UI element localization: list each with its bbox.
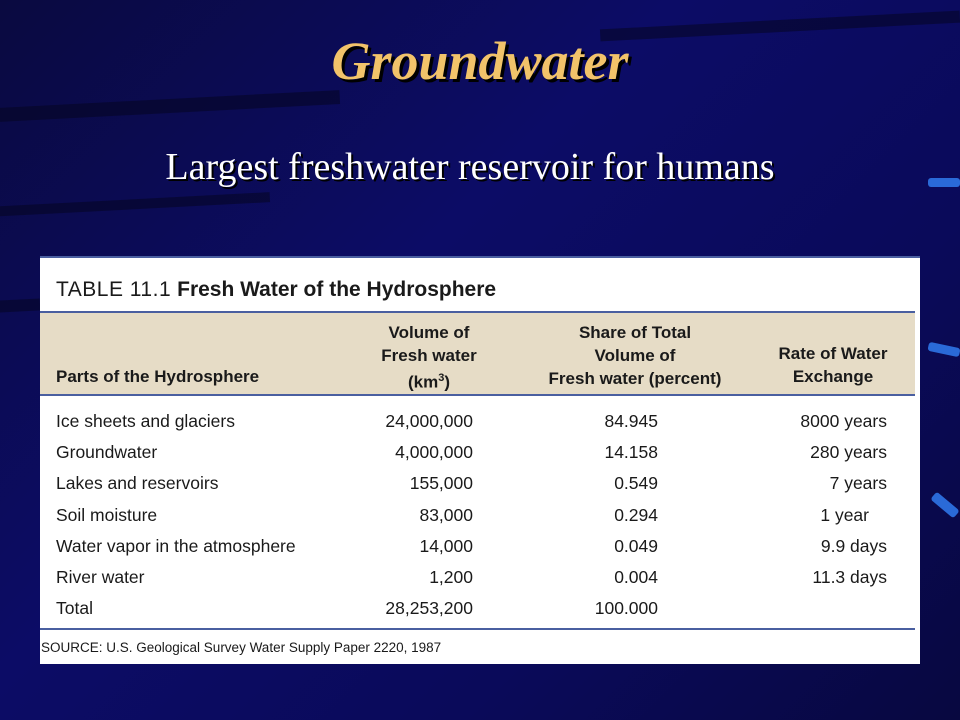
background-streak bbox=[0, 298, 40, 313]
table-row bbox=[40, 500, 915, 531]
background-accent bbox=[930, 492, 959, 519]
cell-part: Lakes and reservoirs bbox=[56, 473, 219, 494]
header-rate-line: Rate of Water bbox=[778, 344, 888, 363]
background-streak bbox=[0, 192, 270, 218]
header-share-line: Fresh water (percent) bbox=[548, 369, 722, 388]
cell-share: 0.049 bbox=[614, 535, 658, 556]
cell-part: Total bbox=[56, 598, 93, 619]
table-row bbox=[40, 406, 915, 437]
slide-subtitle: Largest freshwater reservoir for humans bbox=[165, 146, 775, 188]
header-rate bbox=[758, 342, 908, 388]
cell-share: 84.945 bbox=[604, 411, 658, 431]
background-accent bbox=[927, 342, 960, 357]
header-volume-unit-close: ) bbox=[444, 372, 451, 392]
header-share-line: Share of Total bbox=[578, 323, 692, 342]
table-top-rule bbox=[40, 256, 920, 258]
cell-part: Water vapor in the atmosphere bbox=[56, 535, 296, 556]
cell-share: 0.294 bbox=[614, 504, 658, 525]
cell-share: 0.004 bbox=[614, 566, 658, 587]
table-caption bbox=[56, 278, 496, 302]
table-body bbox=[40, 406, 915, 624]
cell-part: River water bbox=[56, 566, 145, 587]
background-streak bbox=[0, 90, 340, 124]
cell-rate: 8000 years bbox=[800, 411, 887, 431]
header-volume-superscript: 3 bbox=[438, 372, 445, 384]
cell-volume: 4,000,000 bbox=[395, 442, 473, 463]
table-header bbox=[40, 311, 915, 396]
header-volume-line: Volume of bbox=[388, 323, 470, 342]
header-share-line: Volume of bbox=[594, 346, 676, 365]
table-bottom-rule bbox=[40, 628, 915, 630]
table-number: TABLE 11.1 bbox=[56, 278, 172, 301]
header-volume bbox=[356, 321, 502, 394]
table-row bbox=[40, 562, 915, 593]
data-table-panel bbox=[40, 256, 920, 664]
cell-volume: 14,000 bbox=[419, 535, 473, 556]
cell-volume: 24,000,000 bbox=[385, 411, 473, 431]
cell-rate: 7 years bbox=[829, 473, 887, 494]
table-row bbox=[40, 531, 915, 562]
cell-rate: 11.3 days bbox=[812, 566, 887, 587]
table-source-note: SOURCE: U.S. Geological Survey Water Supply Paper 2220, 1987 bbox=[41, 640, 442, 655]
slide-title: Groundwater bbox=[331, 31, 629, 91]
header-volume-unit-text: (km bbox=[407, 372, 439, 392]
header-share bbox=[520, 321, 750, 390]
header-volume-unit bbox=[356, 367, 502, 394]
cell-part: Ice sheets and glaciers bbox=[56, 411, 235, 431]
cell-volume: 155,000 bbox=[409, 473, 473, 494]
cell-rate: 9.9 days bbox=[820, 535, 887, 556]
cell-volume: 83,000 bbox=[419, 504, 473, 525]
cell-volume: 1,200 bbox=[429, 566, 473, 587]
header-parts: Parts of the Hydrosphere bbox=[56, 367, 260, 386]
cell-rate: 280 years bbox=[810, 442, 887, 463]
table-row-total bbox=[40, 593, 915, 624]
cell-share: 100.000 bbox=[594, 598, 658, 619]
cell-share: 0.549 bbox=[614, 473, 658, 494]
table-row bbox=[40, 437, 915, 468]
header-volume-line: Fresh water bbox=[381, 346, 477, 365]
cell-share: 14.158 bbox=[604, 442, 658, 463]
header-rate-line: Exchange bbox=[792, 367, 874, 386]
cell-part: Soil moisture bbox=[56, 504, 158, 525]
cell-rate: 1 year bbox=[820, 504, 869, 525]
table-title: Fresh Water of the Hydrosphere bbox=[177, 278, 497, 301]
cell-volume: 28,253,200 bbox=[385, 598, 473, 619]
table-row bbox=[40, 468, 915, 499]
cell-part: Groundwater bbox=[56, 442, 158, 463]
